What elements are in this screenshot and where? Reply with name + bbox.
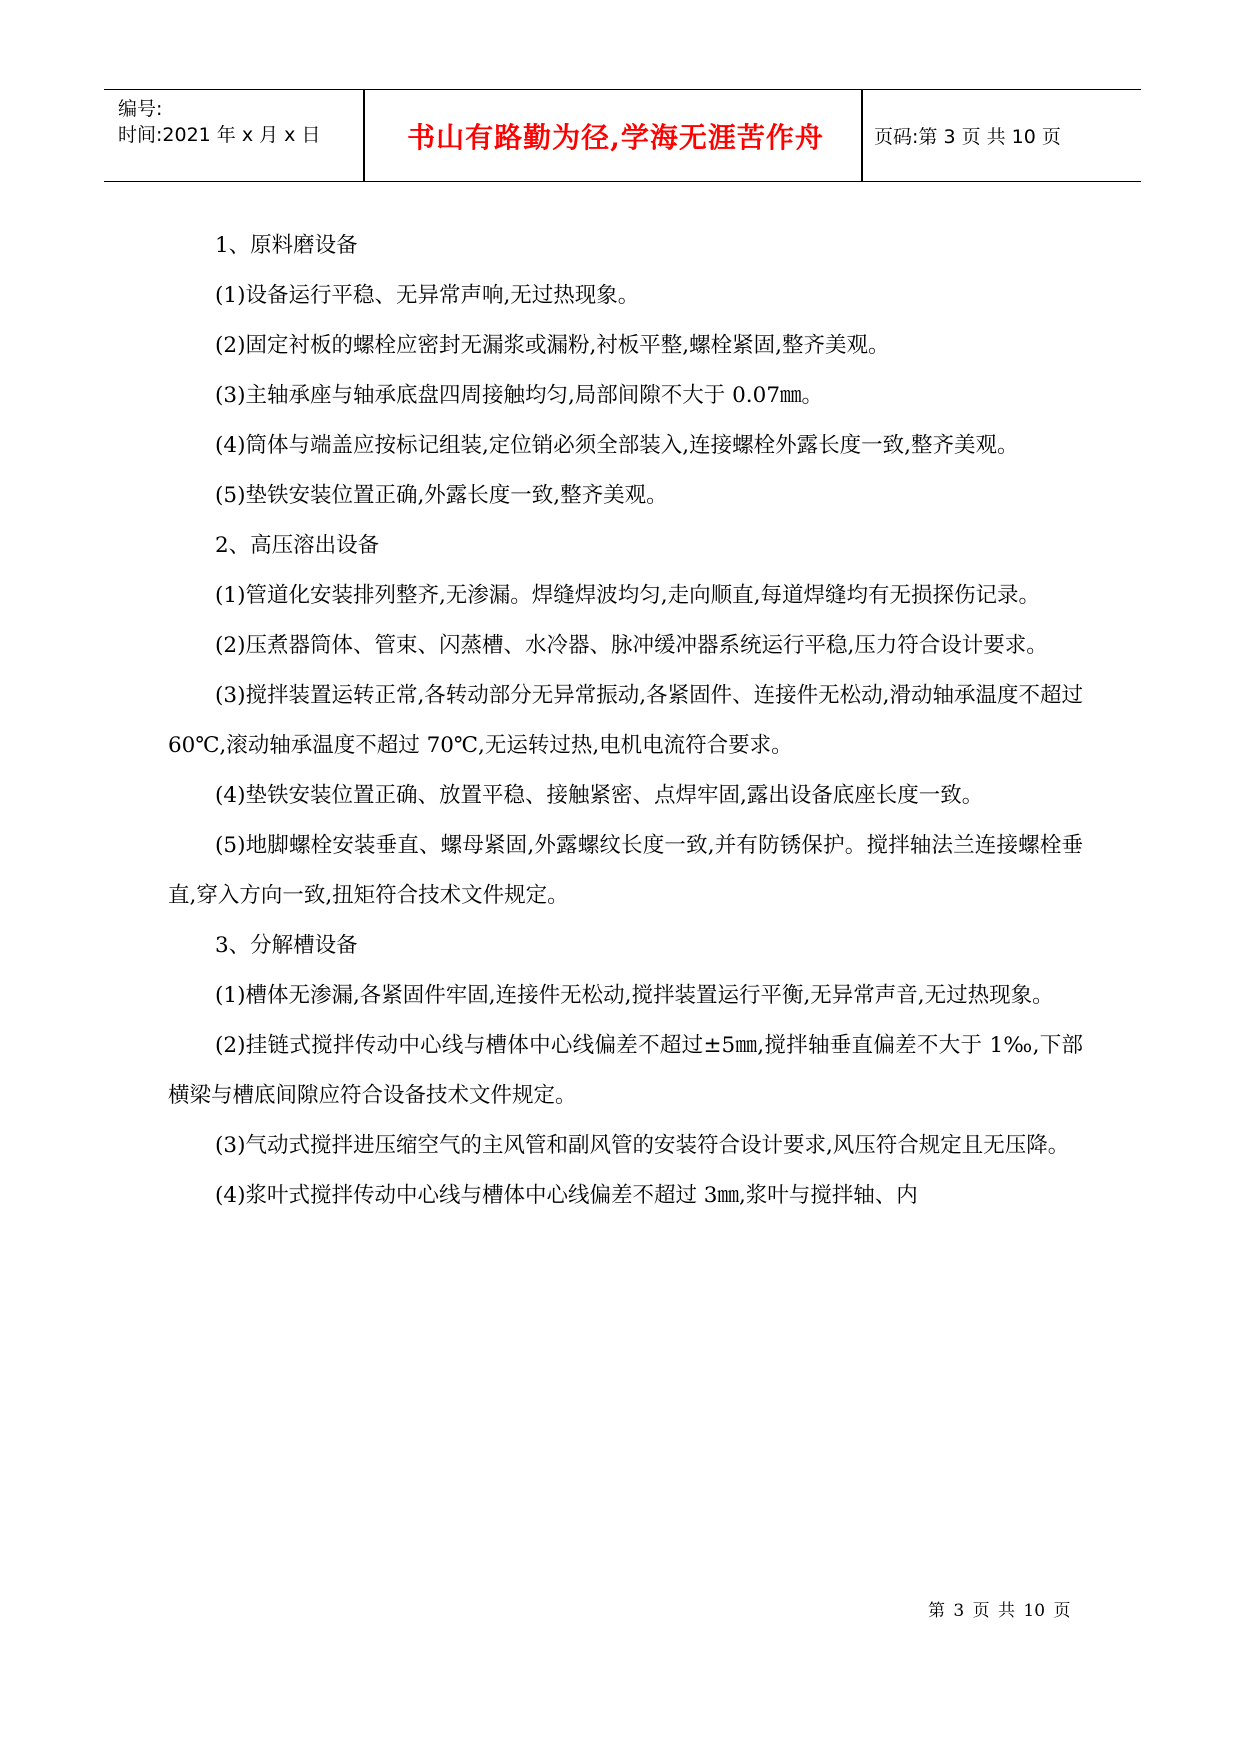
paragraph: (2)挂链式搅拌传动中心线与槽体中心线偏差不超过±5㎜,搅拌轴垂直偏差不大于 1‰,下部横梁与槽底间隙应符合设备技术文件规定。 [168,1033,1083,1108]
paragraph: (2)固定衬板的螺栓应密封无漏浆或漏粉,衬板平整,螺栓紧固,整齐美观。 [215,333,890,358]
paragraph: (4)浆叶式搅拌传动中心线与槽体中心线偏差不超过 3㎜,浆叶与搅拌轴、内 [215,1183,918,1208]
paragraph: (4)垫铁安装位置正确、放置平稳、接触紧密、点焊牢固,露出设备底座长度一致。 [215,783,984,808]
paragraph: (3)主轴承座与轴承底盘四周接触均匀,局部间隙不大于 0.07㎜。 [215,383,823,408]
paragraph: (4)筒体与端盖应按标记组装,定位销必须全部装入,连接螺栓外露长度一致,整齐美观。 [215,433,1019,458]
paragraph: (2)压煮器筒体、管束、闪蒸槽、水冷器、脉冲缓冲器系统运行平稳,压力符合设计要求。 [215,633,1048,658]
header-page-number: 页码:第 3 页 共 10 页 [874,126,1061,148]
header-table [104,89,1141,182]
paragraph: (1)槽体无渗漏,各紧固件牢固,连接件无松动,搅拌装置运行平衡,无异常声音,无过热现象。 [215,983,1054,1008]
paragraph: (3)搅拌装置运转正常,各转动部分无异常振动,各紧固件、连接件无松动,滑动轴承温度不超过 60℃,滚动轴承温度不超过 70℃,无运转过热,电机电流符合要求。 [168,683,1083,758]
section-heading: 2、高压溶出设备 [215,533,380,558]
date-label: 时间:2021 年 x 月 x 日 [118,124,321,146]
paragraph: (5)地脚螺栓安装垂直、螺母紧固,外露螺纹长度一致,并有防锈保护。搅拌轴法兰连接螺栓垂直,穿入方向一致,扭矩符合技术文件规定。 [168,833,1083,908]
serial-number-label: 编号: [118,98,163,120]
header-divider-left [363,90,365,181]
header-motto: 书山有路勤为径,学海无涯苦作舟 [407,120,824,154]
paragraph: (5)垫铁安装位置正确,外露长度一致,整齐美观。 [215,483,668,508]
section-heading: 3、分解槽设备 [215,933,358,958]
footer-page-number: 第 3 页 共 10 页 [928,1601,1071,1621]
section-heading: 1、原料磨设备 [215,233,358,258]
paragraph: (3)气动式搅拌进压缩空气的主风管和副风管的安装符合设计要求,风压符合规定且无压降。 [215,1133,1070,1158]
paragraph: (1)设备运行平稳、无异常声响,无过热现象。 [215,283,640,308]
header-meta [118,96,320,148]
header-divider-right [861,90,863,181]
paragraph: (1)管道化安装排列整齐,无渗漏。焊缝焊波均匀,走向顺直,每道焊缝均有无损探伤记录。 [215,583,1040,608]
document-body [168,221,1083,1221]
